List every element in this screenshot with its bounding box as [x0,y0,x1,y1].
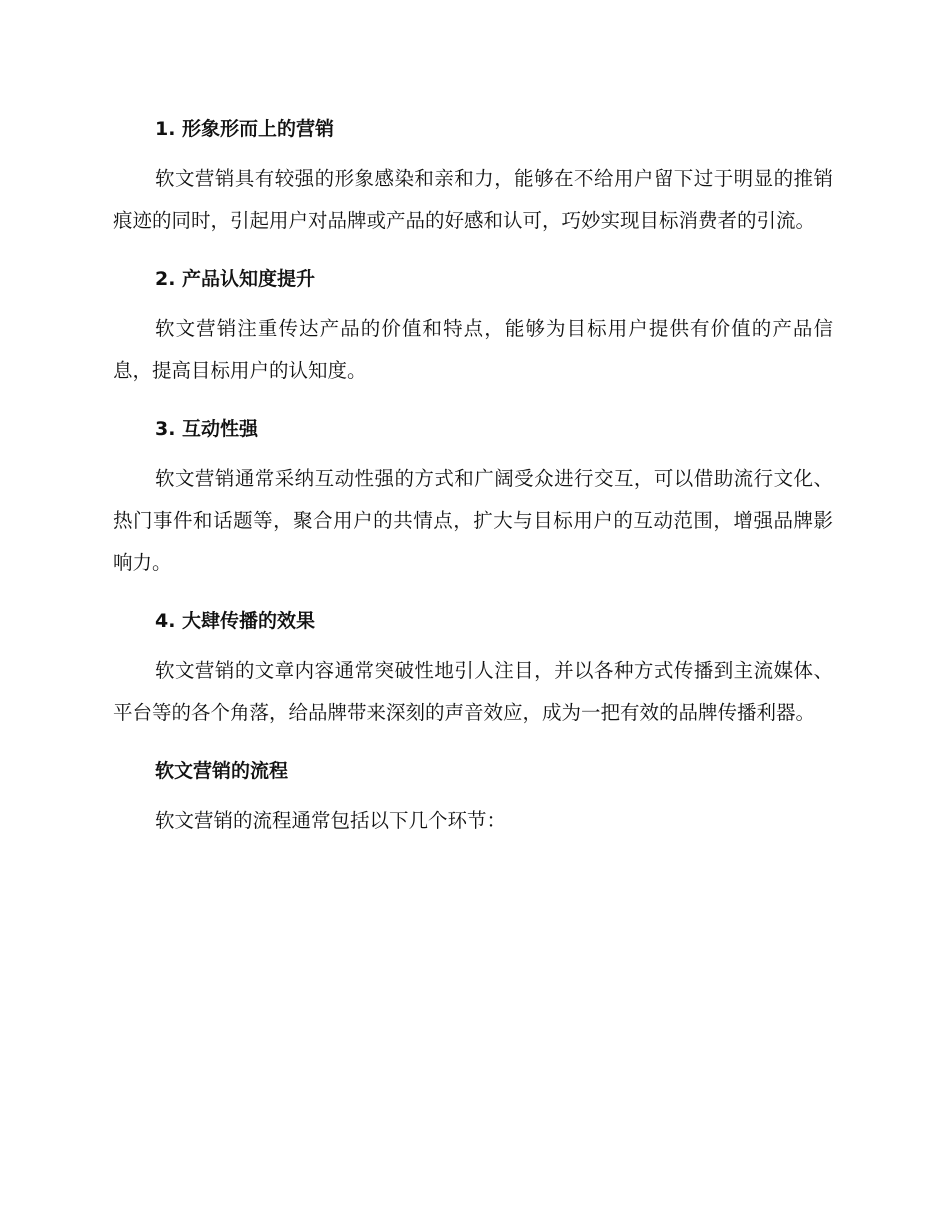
section-heading: 3. 互动性强 [155,418,259,440]
section-interactivity [113,400,833,592]
section-heading: 4. 大肆传播的效果 [155,610,316,632]
section-paragraph: 软文营销的文章内容通常突破性地引人注目，并以各种方式传播到主流媒体、平台等的各个角落，给品牌带来深刻的声音效应，成为一把有效的品牌传播利器。 [113,659,833,724]
section-spread-effect [113,592,833,742]
section-paragraph: 软文营销注重传达产品的价值和特点，能够为目标用户提供有价值的产品信息，提高目标用户的认知度。 [113,317,833,382]
section-paragraph: 软文营销通常采纳互动性强的方式和广阔受众进行交互，可以借助流行文化、热门事件和话题等，聚合用户的共情点，扩大与目标用户的互动范围，增强品牌影响力。 [113,467,833,574]
section-paragraph: 软文营销的流程通常包括以下几个环节： [155,809,507,832]
section-image-marketing [113,100,833,250]
section-product-awareness [113,250,833,400]
section-process [113,742,833,842]
section-paragraph: 软文营销具有较强的形象感染和亲和力，能够在不给用户留下过于明显的推销痕迹的同时，引起用户对品牌或产品的好感和认可，巧妙实现目标消费者的引流。 [113,167,833,232]
section-heading: 1. 形象形而上的营销 [155,118,335,140]
section-heading: 2. 产品认知度提升 [155,268,316,290]
section-heading: 软文营销的流程 [155,760,289,782]
document-page [113,100,833,842]
